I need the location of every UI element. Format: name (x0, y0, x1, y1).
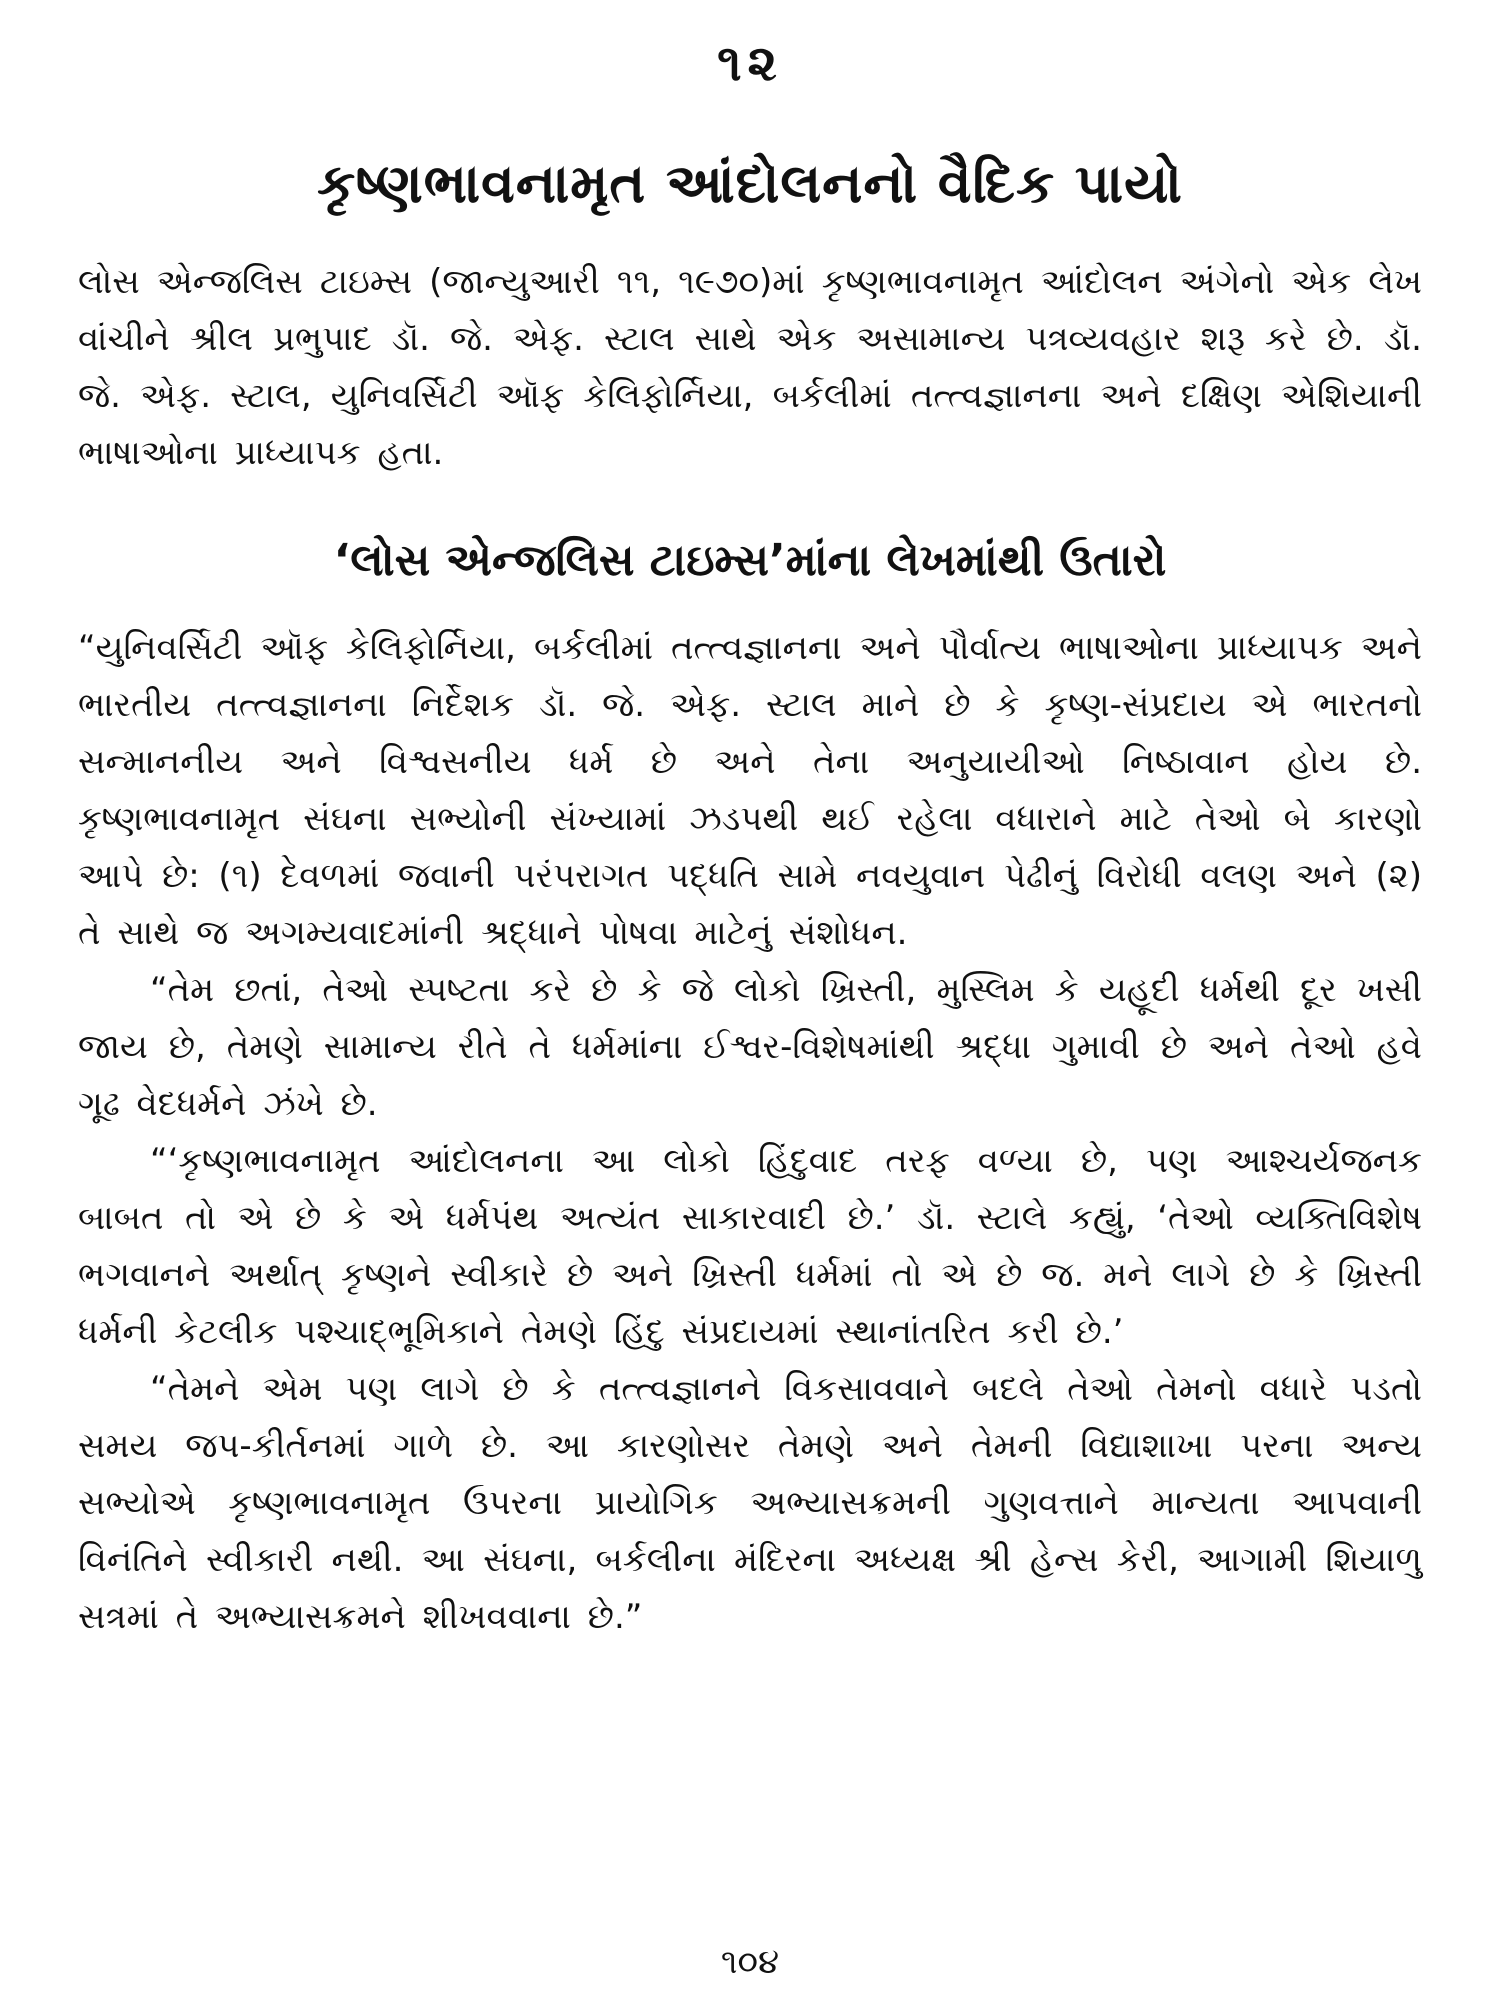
body-paragraph-1: “યુનિવર્સિટી ઑફ કેલિફોર્નિયા, બર્કલીમાં તત્ત્વજ્ઞાનના અને પૌર્વાત્ય ભાષાઓના પ્રાધ્યાપક અને ભારતીય તત્ત્વજ્ઞાનના નિર્દેશક ડૉ. જે. એફ. સ્ટાલ માને છે કે કૃષ્ણ-સંપ્રદાય એ ભારતનો સન્માનનીય અને વિશ્વસનીય ધર્મ છે અને તેના અનુયાયીઓ નિષ્ઠાવાન હોય છે. કૃષ્ણભાવનામૃત સંઘના સભ્યોની સંખ્યામાં ઝડપથી થઈ રહેલા વધારાને માટે તેઓ બે કારણો આપે છે: (૧) દેવળમાં જવાની પરંપરાગત પદ્ધતિ સામે નવયુવાન પેઢીનું વિરોધી વલણ અને (૨) તે સાથે જ અગમ્યવાદમાંની શ્રદ્ધાને પોષવા માટેનું સંશોધન. (78, 628, 1422, 953)
body-paragraph-2: “તેમ છતાં, તેઓ સ્પષ્ટતા કરે છે કે જે લોકો ખ્રિસ્તી, મુસ્લિમ કે યહૂદી ધર્મથી દૂર ખસી જાય છે, તેમણે સામાન્ય રીતે તે ધર્મમાંના ઈશ્વર-વિશેષમાંથી શ્રદ્ધા ગુમાવી છે અને તેઓ હવે ગૂઢ વેદધર્મને ઝંખે છે. (78, 970, 1422, 1124)
body-paragraph-4: “તેમને એમ પણ લાગે છે કે તત્ત્વજ્ઞાનને વિકસાવવાને બદલે તેઓ તેમનો વધારે પડતો સમય જપ-કીર્તનમાં ગાળે છે. આ કારણોસર તેમણે અને તેમની વિદ્યાશાખા પરના અન્ય સભ્યોએ કૃષ્ણભાવનામૃત ઉપરના પ્રાયોગિક અભ્યાસક્રમની ગુણવત્તાને માન્યતા આપવાની વિનંતિને સ્વીકારી નથી. આ સંઘના, બર્કલીના મંદિરના અધ્યક્ષ શ્રી હેન્સ કેરી, આગામી શિયાળુ સત્રમાં તે અભ્યાસક્રમને શીખવવાના છે.” (78, 1369, 1422, 1637)
chapter-title: કૃષ્ણભાવનામૃત આંદોલનનો વૈદિક પાયો (317, 152, 1183, 215)
intro-paragraph: લોસ એન્જલિસ ટાઇમ્સ (જાન્યુઆરી ૧૧, ૧૯૭૦)માં કૃષ્ણભાવનામૃત આંદોલન અંગેનો એક લેખ વાંચીને શ્રીલ પ્રભુપાદ ડૉ. જે. એફ. સ્ટાલ સાથે એક અસામાન્ય પત્રવ્યવહાર શરૂ કરે છે. ડૉ. જે. એફ. સ્ટાલ, યુનિવર્સિટી ઑફ કેલિફોર્નિયા, બર્કલીમાં તત્ત્વજ્ઞાનના અને દક્ષિણ એશિયાની ભાષાઓના પ્રાધ્યાપક હતા. (78, 262, 1422, 473)
page-number: ૧૦૪ (720, 1942, 780, 1982)
section-title: ‘લોસ એન્જલિસ ટાઇમ્સ’માંના લેખમાંથી ઉતારો (333, 535, 1167, 586)
chapter-number: ૧૨ (717, 34, 783, 92)
body-paragraph-3: “‘કૃષ્ણભાવનામૃત આંદોલનના આ લોકો હિંદુવાદ તરફ વળ્યા છે, પણ આશ્ચર્યજનક બાબત તો એ છે કે એ ધર્મપંથ અત્યંત સાકારવાદી છે.’ ડૉ. સ્ટાલે કહ્યું, ‘તેઓ વ્યક્તિવિશેષ ભગવાનને અર્થાત્ કૃષ્ણને સ્વીકારે છે અને ખ્રિસ્તી ધર્મમાં તો એ છે જ. મને લાગે છે કે ખ્રિસ્તી ધર્મની કેટલીક પશ્ચાદ્ભૂમિકાને તેમણે હિંદુ સંપ્રદાયમાં સ્થાનાંતરિત કરી છે.’ (78, 1141, 1422, 1352)
